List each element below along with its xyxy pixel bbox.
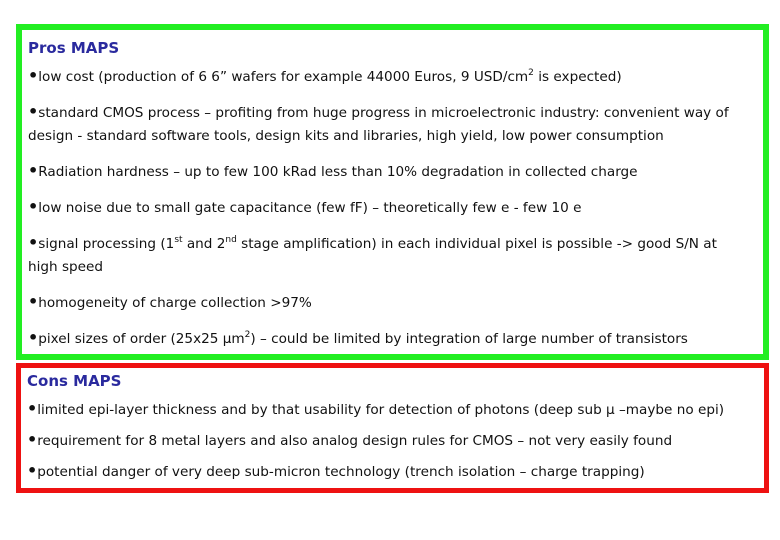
pros-panel	[16, 24, 769, 360]
cons-bullet-item	[27, 428, 764, 453]
pros-title: Pros MAPS	[28, 39, 120, 57]
cons-bullet-item	[27, 459, 764, 484]
cons-bullet-line	[27, 428, 764, 453]
pros-bullet-line	[28, 290, 763, 315]
pros-list	[28, 64, 763, 351]
bullet-icon: •	[27, 399, 38, 418]
bullet-icon: •	[28, 102, 39, 121]
bullet-text: low noise due to small gate capacitance (few fF) – theoretically few e - few 10 e	[38, 200, 582, 216]
bullet-icon: •	[28, 233, 39, 252]
bullet-icon: •	[28, 328, 39, 347]
cons-bullet-line	[27, 459, 764, 484]
bullet-icon: •	[28, 197, 39, 216]
pros-bullet-line	[28, 64, 763, 89]
bullet-icon: •	[27, 430, 38, 449]
pros-bullet-item	[28, 231, 763, 279]
bullet-text: Radiation hardness – up to few 100 kRad less than 10% degradation in collected charge	[38, 164, 638, 180]
bullet-text: high speed	[28, 259, 104, 275]
pros-bullet-item	[28, 195, 763, 220]
pros-bullet-line	[28, 125, 763, 148]
pros-bullet-line	[28, 231, 763, 256]
pros-bullet-item	[28, 326, 763, 351]
bullet-text: stage amplification) in each individual pixel is possible -> good S/N at	[236, 236, 717, 252]
bullet-text: low cost (production of 6 6” wafers for example 44000 Euros, 9 USD/cm	[38, 69, 529, 85]
bullet-text: is expected)	[533, 69, 622, 85]
bullet-text: signal processing (1	[38, 236, 175, 252]
superscript: st	[174, 235, 183, 245]
cons-list	[27, 397, 764, 484]
pros-bullet-item	[28, 64, 763, 89]
bullet-text: requirement for 8 metal layers and also analog design rules for CMOS – not very easily found	[37, 433, 673, 449]
pros-bullet-item	[28, 100, 763, 148]
bullet-icon: •	[28, 66, 39, 85]
pros-bullet-line	[28, 100, 763, 125]
bullet-text: design - standard software tools, design kits and libraries, high yield, low power consumption	[28, 128, 664, 144]
bullet-text: homogeneity of charge collection >97%	[38, 295, 312, 311]
pros-bullet-line	[28, 326, 763, 351]
superscript: nd	[225, 235, 237, 245]
pros-bullet-item	[28, 159, 763, 184]
bullet-text: ) – could be limited by integration of large number of transistors	[250, 331, 688, 347]
bullet-text: and 2	[182, 236, 226, 252]
bullet-text: potential danger of very deep sub-micron technology (trench isolation – charge trapping)	[37, 464, 645, 480]
bullet-icon: •	[27, 461, 38, 480]
bullet-icon: •	[28, 161, 39, 180]
cons-panel	[16, 363, 769, 493]
bullet-text: standard CMOS process – profiting from huge progress in microelectronic industry: convenient way of	[38, 105, 729, 121]
pros-bullet-item	[28, 290, 763, 315]
cons-title: Cons MAPS	[27, 372, 122, 390]
superscript: 2	[244, 330, 251, 340]
bullet-text: limited epi-layer thickness and by that usability for detection of photons (deep sub µ –maybe no epi)	[37, 402, 725, 418]
pros-bullet-line	[28, 256, 763, 279]
cons-bullet-item	[27, 397, 764, 422]
pros-bullet-line	[28, 195, 763, 220]
bullet-icon: •	[28, 292, 39, 311]
bullet-text: pixel sizes of order (25x25 µm	[38, 331, 245, 347]
superscript: 2	[528, 68, 534, 78]
pros-bullet-line	[28, 159, 763, 184]
cons-bullet-line	[27, 397, 764, 422]
